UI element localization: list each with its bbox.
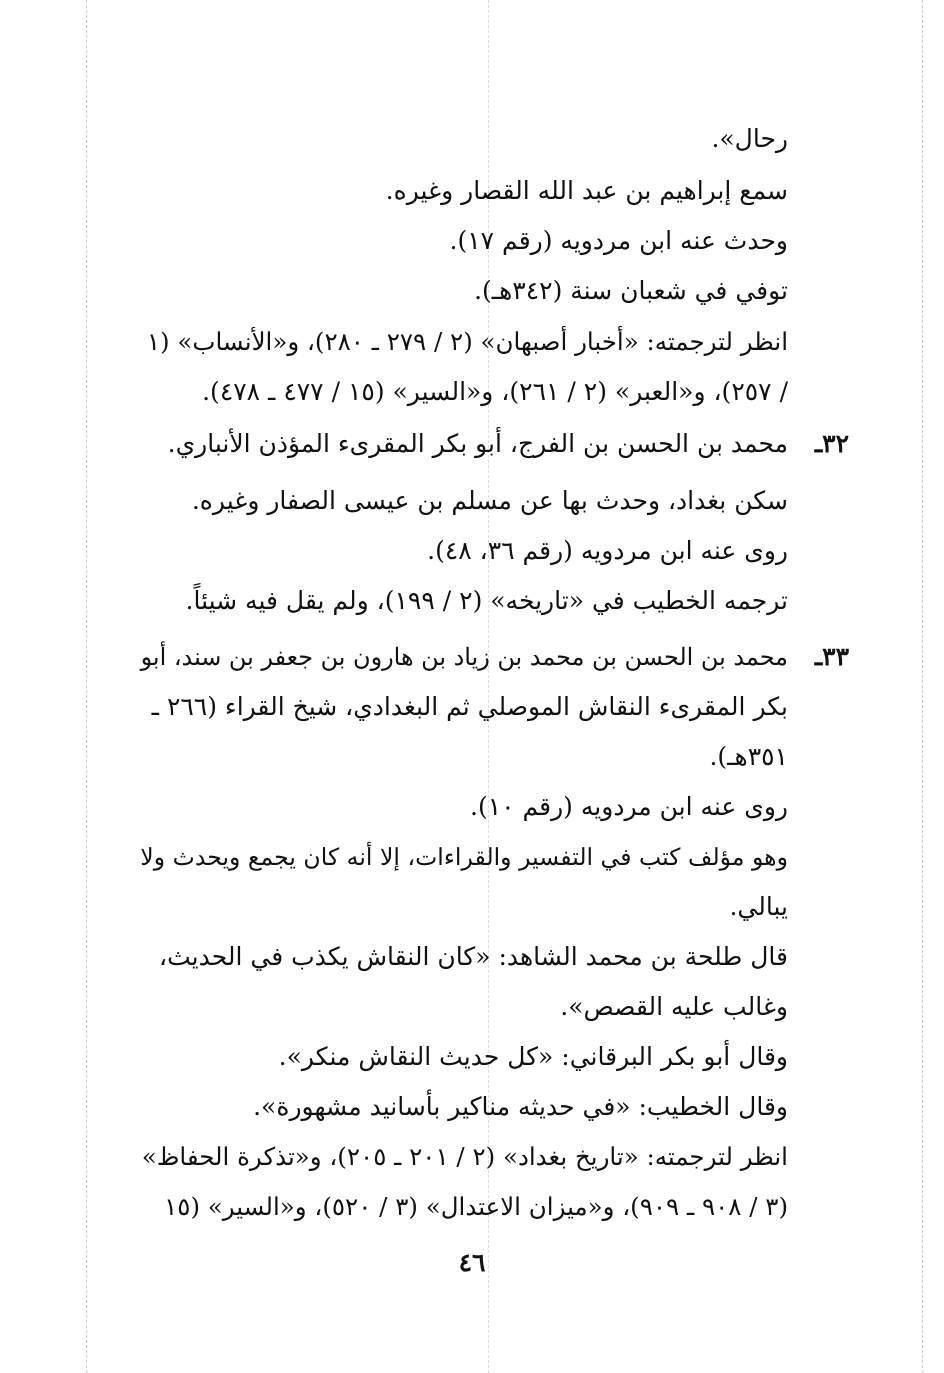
entry-number-32: ٣٢ـ <box>814 429 849 458</box>
text-line: روى عنه ابن مردويه (رقم ٣٦، ٤٨). <box>427 536 788 565</box>
entry-number-33: ٣٣ـ <box>814 642 849 671</box>
text-line: سكن بغداد، وحدث بها عن مسلم بن عيسى الصفار وغيره. <box>191 486 788 515</box>
text-line: ترجمه الخطيب في «تاريخه» (٢ / ١٩٩)، ولم يقل فيه شيئاً. <box>185 586 788 615</box>
text-line: سمع إبراهيم بن عبد الله القصار وغيره. <box>385 176 788 205</box>
text-line: / ٢٥٧)، و«العبر» (٢ / ٢٦١)، و«السير» (١٥ / ٤٧٧ ـ ٤٧٨). <box>202 377 788 406</box>
text-line: وغالب عليه القصص». <box>560 992 788 1021</box>
text-line: وحدث عنه ابن مردويه (رقم ١٧). <box>449 226 788 255</box>
page-number: ٤٦ <box>458 1248 486 1277</box>
entry-heading-33: محمد بن الحسن بن محمد بن زياد بن هارون بن جعفر بن سند، أبو <box>140 643 788 671</box>
text-line: انظر لترجمته: «تاريخ بغداد» (٢ / ٢٠١ ـ ٢٠٥)، و«تذكرة الحفاظ» <box>141 1142 788 1171</box>
text-line: وقال الخطيب: «في حديثه مناكير بأسانيد مشهورة». <box>253 1092 788 1121</box>
text-line: (٣ / ٩٠٨ ـ ٩٠٩)، و«ميزان الاعتدال» (٣ / ٥٢٠)، و«السير» (١٥ <box>164 1192 788 1221</box>
text-line: ٣٥١هـ). <box>709 742 788 771</box>
text-line: رحال». <box>711 124 788 153</box>
text-line: وقال أبو بكر البرقاني: «كل حديث النقاش منكر». <box>278 1042 788 1071</box>
text-line: وهو مؤلف كتب في التفسير والقراءات، إلا أنه كان يجمع ويحدث ولا <box>140 843 788 871</box>
entry-heading-32: محمد بن الحسن بن الفرج، أبو بكر المقرىء المؤذن الأنباري. <box>167 429 788 458</box>
text-line: انظر لترجمته: «أخبار أصبهان» (٢ / ٢٧٩ ـ ٢٨٠)، و«الأنساب» (١ <box>146 327 788 356</box>
text-line: قال طلحة بن محمد الشاهد: «كان النقاش يكذب في الحديث، <box>159 942 788 971</box>
text-line: يبالي. <box>729 892 788 921</box>
text-line: روى عنه ابن مردويه (رقم ١٠). <box>470 792 788 821</box>
text-line: توفي في شعبان سنة (٣٤٢هـ). <box>474 276 788 305</box>
text-line: بكر المقرىء النقاش الموصلي ثم البغدادي، شيخ القراء (٢٦٦ ـ <box>151 692 788 721</box>
